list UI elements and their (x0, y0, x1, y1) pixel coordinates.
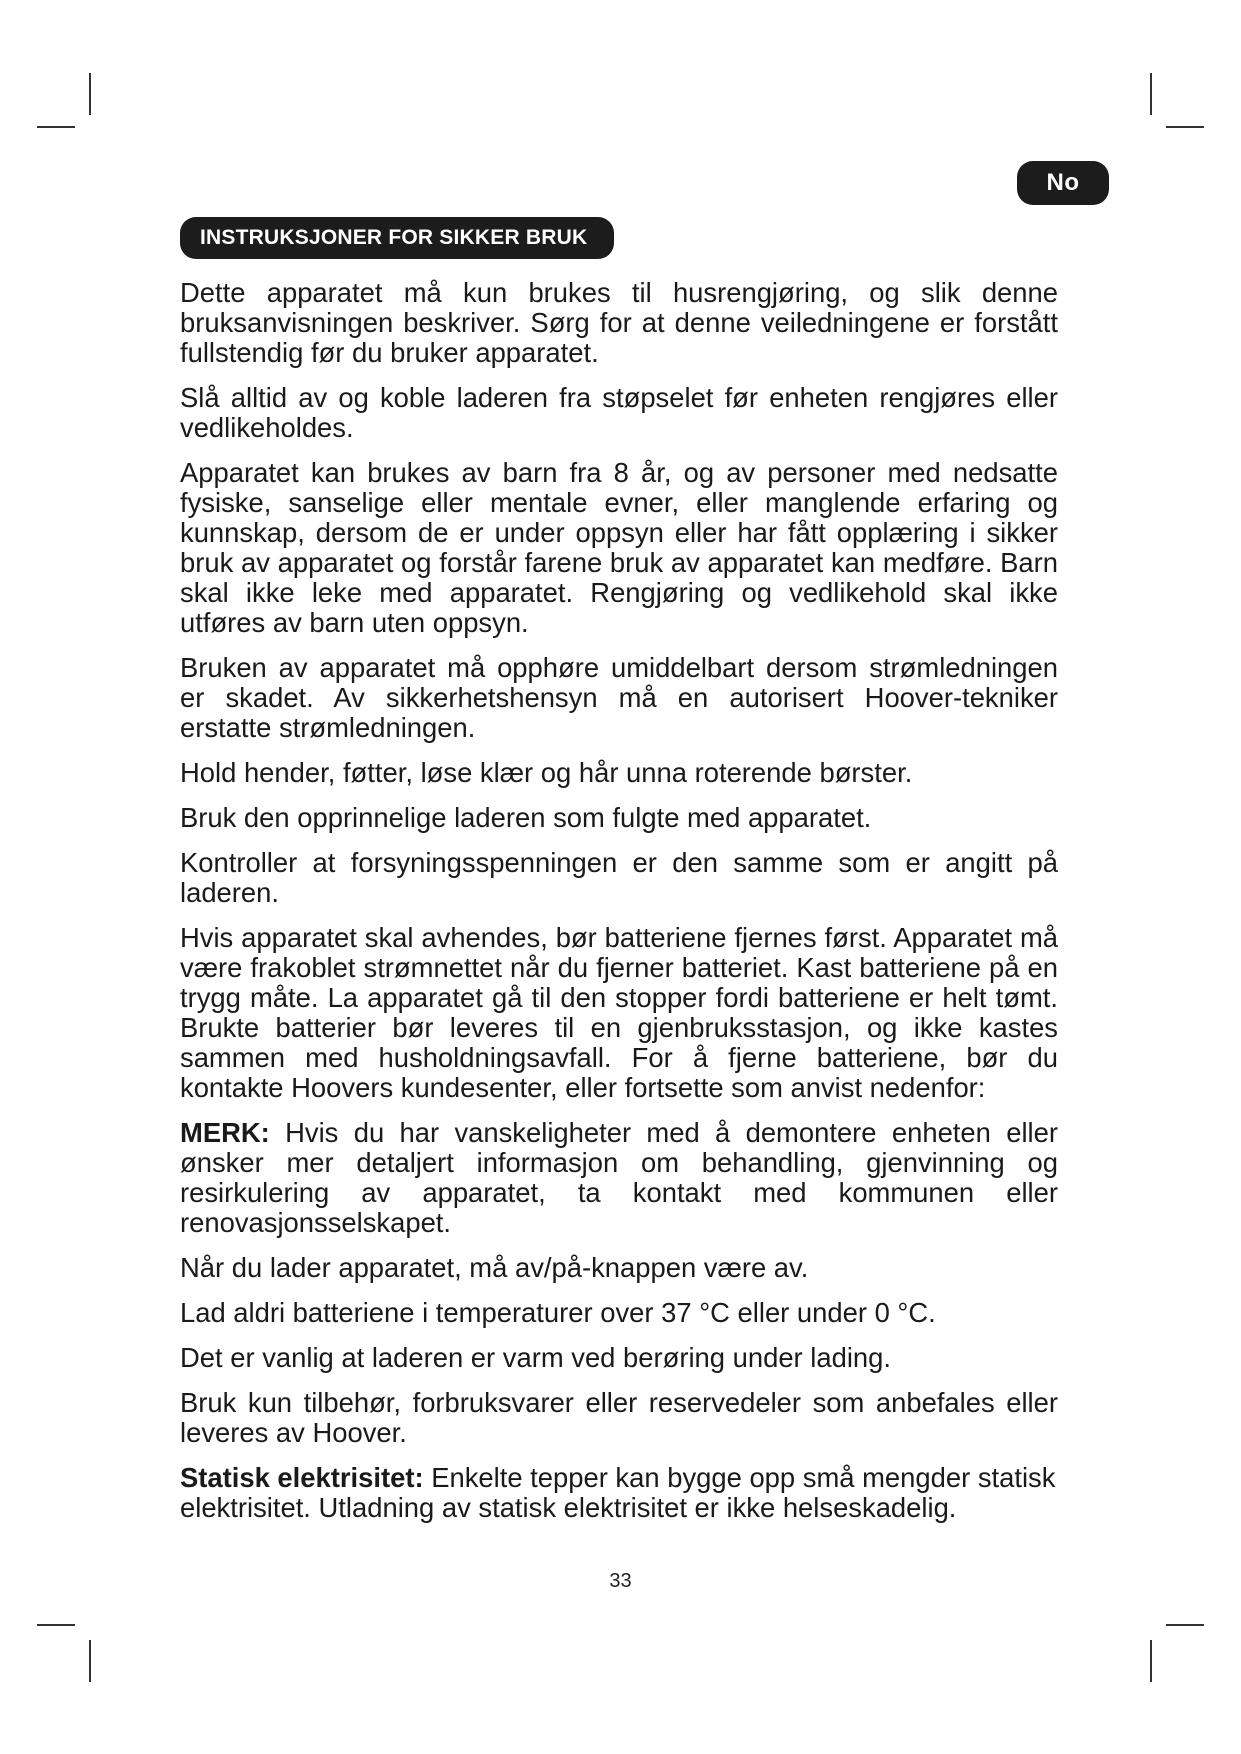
crop-mark-top-left-horizontal (37, 126, 75, 128)
crop-mark-bottom-left-vertical (89, 1640, 91, 1682)
crop-mark-top-left-vertical (89, 73, 91, 115)
page-number: 33 (609, 1570, 632, 1592)
paragraph-unplug: Slå alltid av og koble laderen fra støpselet før enheten rengjøres eller vedlikeholdes. (180, 382, 1058, 443)
paragraph-static-electricity (180, 1463, 1058, 1523)
crop-mark-bottom-right-horizontal (1166, 1624, 1204, 1626)
paragraph-supply-voltage: Kontroller at forsyningsspenningen er den samme som er angitt på laderen. (180, 847, 1058, 908)
crop-mark-top-right-vertical (1150, 73, 1152, 115)
note-text: Hvis du har vanskeligheter med å demontere enheten eller ønsker mer detaljert informasjon om behandling, gjenvinning og resirkulering av apparatet, ta kontakt med kommunen eller renovasjonsselskapet. (180, 1117, 1058, 1238)
language-badge: No (1017, 161, 1109, 205)
document-body (180, 278, 1058, 1538)
paragraph-charger-warm: Det er vanlig at laderen er varm ved berøring under lading. (180, 1342, 892, 1373)
crop-mark-bottom-right-vertical (1150, 1640, 1152, 1682)
paragraph-intended-use: Dette apparatet må kun brukes til husrengjøring, og slik denne bruksanvisningen beskriver. Sørg for at denne veiledningene er forstått fullstendig før du bruker apparatet. (180, 277, 1058, 368)
paragraph-charging-switch: Når du lader apparatet, må av/på-knappen være av. (180, 1252, 809, 1283)
section-title: INSTRUKSJONER FOR SIKKER BRUK (180, 217, 614, 259)
static-label: Statisk elektrisitet: (180, 1462, 424, 1493)
crop-mark-top-right-horizontal (1166, 126, 1204, 128)
paragraph-original-charger: Bruk den opprinnelige laderen som fulgte med apparatet. (180, 802, 872, 833)
paragraph-damaged-cord: Bruken av apparatet må opphøre umiddelbart dersom strømledningen er skadet. Av sikkerhetshensyn må en autorisert Hoover-tekniker erstatte strømledningen. (180, 652, 1058, 743)
note-label: MERK: (180, 1117, 270, 1148)
paragraph-battery-disposal: Hvis apparatet skal avhendes, bør batteriene fjernes først. Apparatet må være frakoblet strømnettet når du fjerner batteriet. Kast batteriene på en trygg måte. La apparatet gå til den stopper fordi batteriene er helt tømt. Brukte batterier bør leveres til en gjenbruksstasjon, og ikke kastes sammen med husholdningsavfall. For å fjerne batteriene, bør du kontakte Hoovers kundesenter, eller fortsette som anvist nedenfor: (180, 922, 1058, 1103)
paragraph-note (180, 1118, 1058, 1238)
paragraph-accessories: Bruk kun tilbehør, forbruksvarer eller reservedeler som anbefales eller leveres av Hoover. (180, 1387, 1058, 1448)
crop-mark-bottom-left-horizontal (37, 1624, 75, 1626)
static-text: Enkelte tepper kan bygge opp små mengder statisk elektrisitet. Utladning av statisk elektrisitet er ikke helseskadelig. (180, 1462, 1056, 1523)
paragraph-children: Apparatet kan brukes av barn fra 8 år, og av personer med nedsatte fysiske, sanselige eller mentale evner, eller manglende erfaring og kunnskap, dersom de er under oppsyn eller har fått opplæring i sikker bruk av apparatet og forstår farene bruk av apparatet kan medføre. Barn skal ikke leke med apparatet. Rengjøring og vedlikehold skal ikke utføres av barn uten oppsyn. (180, 457, 1058, 638)
paragraph-temperature: Lad aldri batteriene i temperaturer over 37 °C eller under 0 °C. (180, 1297, 936, 1328)
paragraph-rotating-brushes: Hold hender, føtter, løse klær og hår unna roterende børster. (180, 757, 913, 788)
